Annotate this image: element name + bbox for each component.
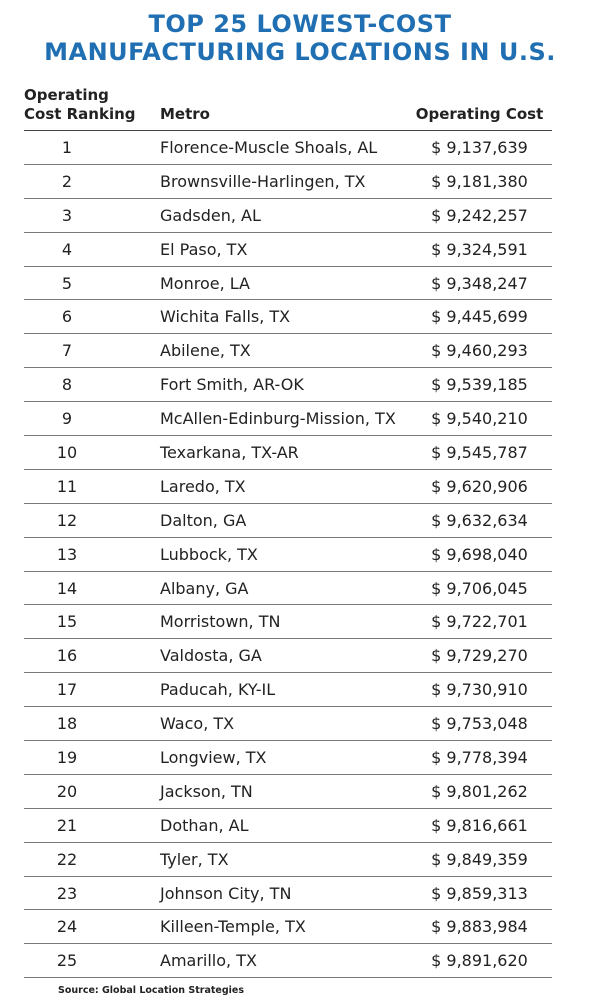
metro-cell: Waco, TX — [160, 714, 235, 734]
table-row — [24, 334, 552, 368]
cost-cell: $ 9,778,394 — [431, 748, 528, 768]
table-row — [24, 402, 552, 436]
cost-cell: $ 9,859,313 — [431, 883, 528, 903]
table-row — [24, 368, 552, 402]
rank-cell: 22 — [56, 849, 78, 869]
table-row — [24, 673, 552, 707]
cost-cell: $ 9,801,262 — [431, 781, 528, 801]
table-row — [24, 470, 552, 504]
table-row — [24, 300, 552, 334]
cost-cell: $ 9,698,040 — [431, 544, 528, 564]
table-title — [0, 10, 600, 66]
cost-cell: $ 9,620,906 — [431, 476, 528, 496]
source-note: Source: Global Location Strategies — [58, 985, 244, 996]
cost-cell: $ 9,706,045 — [431, 578, 528, 598]
cost-cell: $ 9,445,699 — [431, 307, 528, 327]
rank-cell: 4 — [61, 239, 73, 259]
cost-cell: $ 9,545,787 — [431, 443, 528, 463]
metro-cell: Florence-Muscle Shoals, AL — [160, 138, 378, 157]
metro-cell: Laredo, TX — [160, 476, 246, 496]
rank-cell: 2 — [61, 171, 73, 191]
table-row — [24, 436, 552, 470]
rank-cell: 9 — [61, 409, 73, 429]
table-header — [24, 84, 552, 131]
cost-cell: $ 9,729,270 — [431, 646, 528, 666]
rank-cell: 17 — [56, 680, 78, 700]
metro-cell: McAllen-Edinburg-Mission, TX — [160, 409, 396, 429]
cost-cell: $ 9,722,701 — [431, 612, 528, 632]
metro-cell: Fort Smith, AR-OK — [160, 375, 304, 395]
table-row — [24, 707, 552, 741]
cost-cell: $ 9,137,639 — [431, 138, 528, 157]
rank-cell: 6 — [61, 307, 73, 327]
header-cost: Operating Cost — [415, 105, 544, 123]
metro-cell: Albany, GA — [160, 578, 249, 598]
metro-cell: Valdosta, GA — [160, 646, 262, 666]
header-rank-line-1: Operating — [24, 86, 109, 104]
table-row — [24, 809, 552, 843]
table-row — [24, 504, 552, 538]
metro-cell: Johnson City, TN — [160, 883, 292, 903]
metro-cell: Tyler, TX — [160, 849, 229, 869]
cost-cell: $ 9,632,634 — [431, 510, 528, 530]
rank-cell: 16 — [56, 646, 78, 666]
rank-cell: 18 — [56, 714, 78, 734]
rank-cell: 3 — [61, 205, 73, 225]
rank-cell: 11 — [56, 476, 78, 496]
cost-cell: $ 9,242,257 — [431, 205, 528, 225]
metro-cell: Monroe, LA — [160, 273, 250, 293]
cost-cell: $ 9,816,661 — [431, 815, 528, 835]
cost-cell: $ 9,849,359 — [431, 849, 528, 869]
table-row — [24, 944, 552, 978]
cost-cell: $ 9,460,293 — [431, 341, 528, 361]
cost-cell: $ 9,730,910 — [431, 680, 528, 700]
table-row — [24, 843, 552, 877]
rank-cell: 12 — [56, 510, 78, 530]
metro-cell: Paducah, KY-IL — [160, 680, 276, 700]
table-row — [24, 741, 552, 775]
metro-cell: Morristown, TN — [160, 612, 281, 632]
table-row — [24, 131, 552, 165]
table-row — [24, 910, 552, 944]
rank-cell: 23 — [56, 883, 78, 903]
table-row — [24, 233, 552, 267]
cost-cell: $ 9,348,247 — [431, 273, 528, 293]
metro-cell: Lubbock, TX — [160, 544, 258, 564]
table-row — [24, 775, 552, 809]
metro-cell: Gadsden, AL — [160, 205, 261, 225]
title-line-2: MANUFACTURING LOCATIONS IN U.S. — [44, 38, 556, 66]
rank-cell: 14 — [56, 578, 78, 598]
table-row — [24, 267, 552, 301]
header-metro: Metro — [160, 105, 210, 123]
metro-cell: Texarkana, TX-AR — [160, 443, 299, 463]
metro-cell: Dalton, GA — [160, 510, 247, 530]
header-rank — [24, 86, 160, 124]
rank-cell: 15 — [56, 612, 78, 632]
metro-cell: Abilene, TX — [160, 341, 251, 361]
cost-cell: $ 9,540,210 — [431, 409, 528, 429]
rank-cell: 1 — [61, 138, 73, 157]
metro-cell: Longview, TX — [160, 748, 267, 768]
metro-cell: Brownsville-Harlingen, TX — [160, 171, 366, 191]
table-row — [24, 605, 552, 639]
table-row — [24, 572, 552, 606]
table-row — [24, 199, 552, 233]
rank-cell: 7 — [61, 341, 73, 361]
metro-cell: Wichita Falls, TX — [160, 307, 291, 327]
cost-cell: $ 9,181,380 — [431, 171, 528, 191]
metro-cell: Amarillo, TX — [160, 951, 257, 971]
cost-cell: $ 9,883,984 — [431, 917, 528, 937]
rank-cell: 8 — [61, 375, 73, 395]
cost-cell: $ 9,891,620 — [431, 951, 528, 971]
table-row — [24, 639, 552, 673]
metro-cell: Jackson, TN — [160, 781, 253, 801]
table-row — [24, 165, 552, 199]
rank-cell: 10 — [56, 443, 78, 463]
rank-cell: 20 — [56, 781, 78, 801]
header-rank-line-2: Cost Ranking — [24, 105, 136, 123]
cost-cell: $ 9,753,048 — [431, 714, 528, 734]
rank-cell: 19 — [56, 748, 78, 768]
metro-cell: Dothan, AL — [160, 815, 249, 835]
table-row — [24, 538, 552, 572]
rank-cell: 5 — [61, 273, 73, 293]
rank-cell: 21 — [56, 815, 78, 835]
rank-cell: 24 — [56, 917, 78, 937]
cost-cell: $ 9,539,185 — [431, 375, 528, 395]
rank-cell: 13 — [56, 544, 78, 564]
title-line-1: TOP 25 LOWEST-COST — [148, 10, 452, 38]
table-body — [24, 131, 552, 978]
table-row — [24, 877, 552, 911]
metro-cell: Killeen-Temple, TX — [160, 917, 306, 937]
cost-cell: $ 9,324,591 — [431, 239, 528, 259]
rank-cell: 25 — [56, 951, 78, 971]
metro-cell: El Paso, TX — [160, 239, 248, 259]
